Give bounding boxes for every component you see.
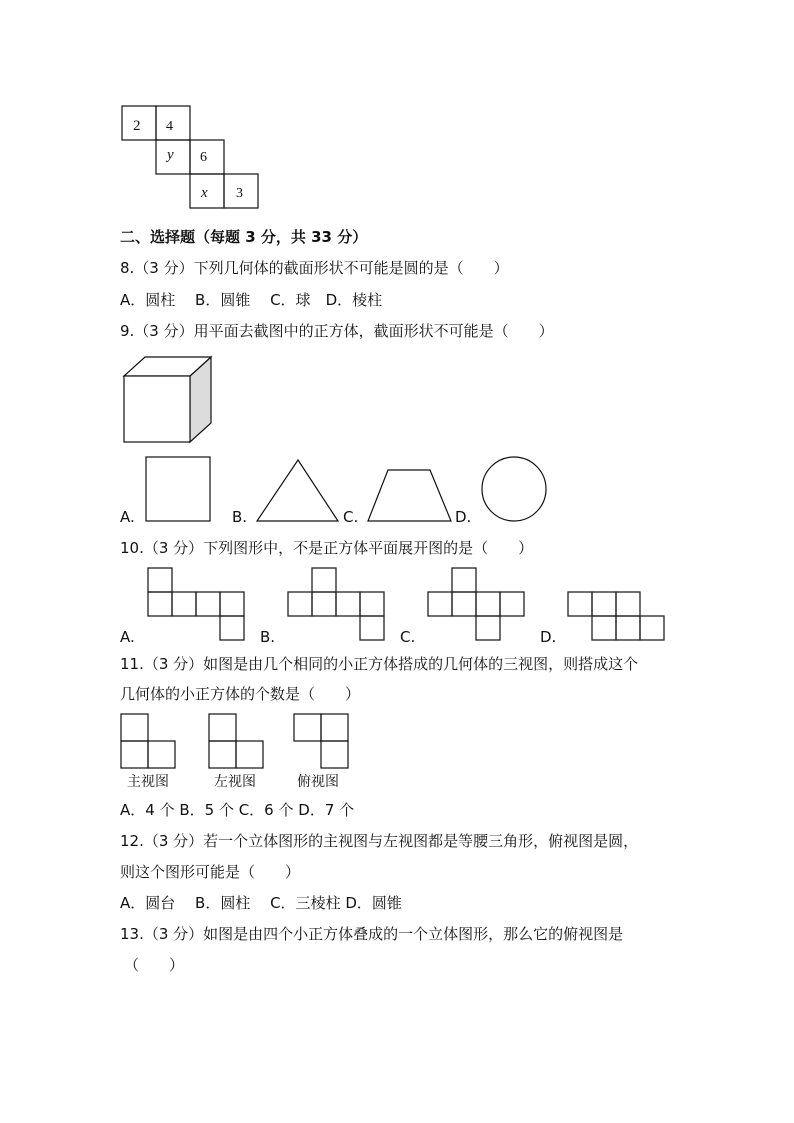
q11-stem-line2: 几何体的小正方体的个数是（ ） (120, 685, 361, 703)
q11-caption-top: 俯视图 (297, 774, 339, 790)
q13-stem-line2: （ ） (124, 956, 185, 974)
net-cell-y: y (167, 147, 174, 163)
q9-square-shape (145, 456, 211, 522)
net-cell-6: 6 (200, 150, 207, 165)
q10-label-c: C. (400, 628, 416, 646)
cube-figure (123, 356, 213, 444)
net-cell-1: 2 (133, 118, 141, 134)
q13-stem-line1: 13.（3 分）如图是由四个小正方体叠成的一个立体图形，那么它的俯视图是 (120, 925, 624, 943)
q9-label-d: D. (455, 508, 472, 526)
q10-label-b: B. (260, 628, 276, 646)
net-cell-3: 3 (236, 186, 243, 201)
q9-circle-shape (480, 457, 548, 523)
q9-label-a: A. (120, 508, 135, 526)
q11-options: A．4 个 B．5 个 C．6 个 D．7 个 (120, 801, 355, 819)
q11-stem-line1: 11.（3 分）如图是由几个相同的小正方体搭成的几何体的三视图，则搭成这个 (120, 655, 639, 673)
q10-label-d: D. (540, 628, 557, 646)
q12-stem-line2: 则这个图形可能是（ ） (120, 863, 301, 881)
q10-net-d (567, 591, 667, 643)
section-title: 二、选择题（每题 3 分，共 33 分） (120, 228, 368, 246)
q10-net-a (147, 567, 247, 643)
q12-stem-line1: 12.（3 分）若一个立体图形的主视图与左视图都是等腰三角形，俯视图是圆， (120, 832, 639, 850)
q10-net-c (427, 567, 527, 643)
q10-net-b (287, 567, 387, 643)
q11-caption-left: 左视图 (214, 774, 256, 790)
net-cell-x: x (201, 185, 208, 201)
q11-left-view (208, 713, 264, 769)
q10-label-a: A. (120, 628, 135, 646)
q10-stem: 10.（3 分）下列图形中，不是正方体平面展开图的是（ ） (120, 539, 534, 557)
net-cell-2: 4 (166, 119, 173, 134)
q9-triangle-shape (256, 459, 340, 523)
q8-options: A．圆柱 B．圆锥 C．球 D．棱柱 (120, 291, 383, 309)
q11-top-view (293, 713, 349, 769)
q12-options: A．圆台 B．圆柱 C．三棱柱 D．圆锥 (120, 894, 402, 912)
q9-trapezoid-shape (367, 469, 453, 523)
q9-label-b: B. (232, 508, 248, 526)
q9-label-c: C. (343, 508, 359, 526)
q11-front-view (120, 713, 176, 769)
q8-stem: 8.（3 分）下列几何体的截面形状不可能是圆的是（ ） (120, 259, 509, 277)
q9-stem: 9.（3 分）用平面去截图中的正方体，截面形状不可能是（ ） (120, 322, 554, 340)
q11-caption-front: 主视图 (127, 774, 169, 790)
